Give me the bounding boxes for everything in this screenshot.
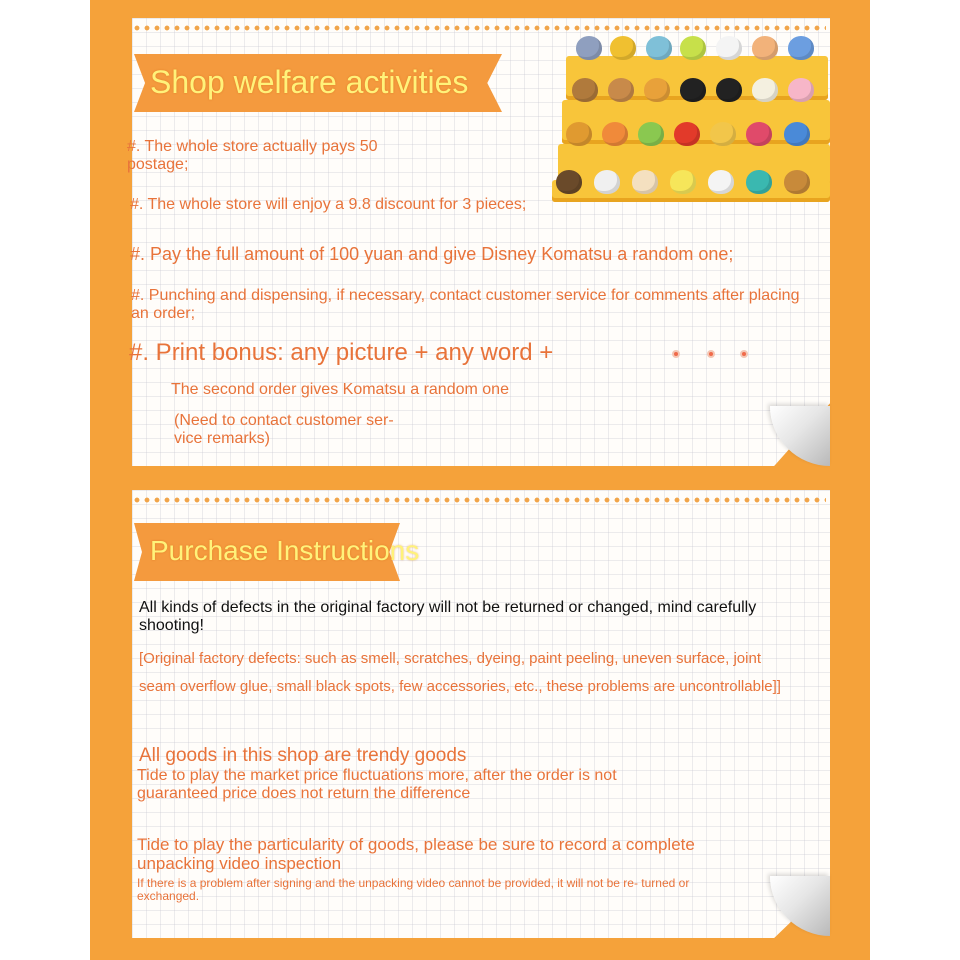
figurine — [752, 36, 778, 60]
figurine — [556, 170, 582, 194]
figurine — [784, 122, 810, 146]
figurine — [572, 78, 598, 102]
figurine-shelf-image — [552, 30, 832, 206]
figurine — [638, 122, 664, 146]
video-detail: If there is a problem after signing and the unpacking video cannot be provided, it will not be re- turned or exchanged. — [137, 876, 690, 904]
defects-detail-line2: seam overflow glue, small black spots, few accessories, etc., these problems are uncontrollable]] — [139, 678, 781, 695]
trendy-heading: All goods in this shop are trendy goods — [139, 745, 467, 766]
welfare-item-print-bonus: #. Print bonus: any picture + any word + — [129, 339, 554, 366]
figurine — [752, 78, 778, 102]
figurine — [716, 78, 742, 102]
defects-detail-line1: [Original factory defects: such as smell, scratches, dyeing, paint peeling, uneven surface, joint — [139, 650, 761, 667]
welfare-item-discount: #. The whole store will enjoy a 9.8 discount for 3 pieces; — [130, 196, 527, 213]
blurred-heart-icon — [672, 350, 680, 358]
figurine — [680, 78, 706, 102]
figurine — [608, 78, 634, 102]
figurine — [602, 122, 628, 146]
figurine — [788, 78, 814, 102]
figurine — [670, 170, 696, 194]
trendy-detail: Tide to play the market price fluctuations more, after the order is not guaranteed price does not return the difference — [137, 767, 617, 802]
blurred-heart-icon — [707, 350, 715, 358]
figurine — [610, 36, 636, 60]
figurine — [708, 170, 734, 194]
figurine — [632, 170, 658, 194]
spiral-holes — [132, 496, 826, 504]
figurine — [716, 36, 742, 60]
second-order-text: The second order gives Komatsu a random one — [171, 381, 509, 398]
purchase-title: Purchase Instructions — [150, 535, 420, 566]
figurine — [674, 122, 700, 146]
figurine — [646, 36, 672, 60]
figurine — [746, 122, 772, 146]
defects-notice: All kinds of defects in the original factory will not be returned or changed, mind carefully shooting! — [139, 599, 757, 634]
figurine — [746, 170, 772, 194]
welfare-item-postage: #. The whole store actually pays 50 postage; — [127, 138, 378, 173]
figurine — [784, 170, 810, 194]
welfare-item-full-amount: #. Pay the full amount of 100 yuan and give Disney Komatsu a random one; — [130, 244, 734, 264]
figurine — [566, 122, 592, 146]
welfare-item-punching: #. Punching and dispensing, if necessary, contact customer service for comments after placing an order; — [131, 287, 800, 322]
figurine — [680, 36, 706, 60]
second-order-note: (Need to contact customer ser- vice remarks) — [174, 412, 394, 447]
video-heading: Tide to play the particularity of goods, please be sure to record a complete unpacking video inspection — [137, 835, 695, 874]
figurine — [594, 170, 620, 194]
blurred-heart-icon — [740, 350, 748, 358]
figurine — [788, 36, 814, 60]
figurine — [644, 78, 670, 102]
welfare-title: Shop welfare activities — [150, 64, 469, 100]
figurine — [576, 36, 602, 60]
figurine — [710, 122, 736, 146]
